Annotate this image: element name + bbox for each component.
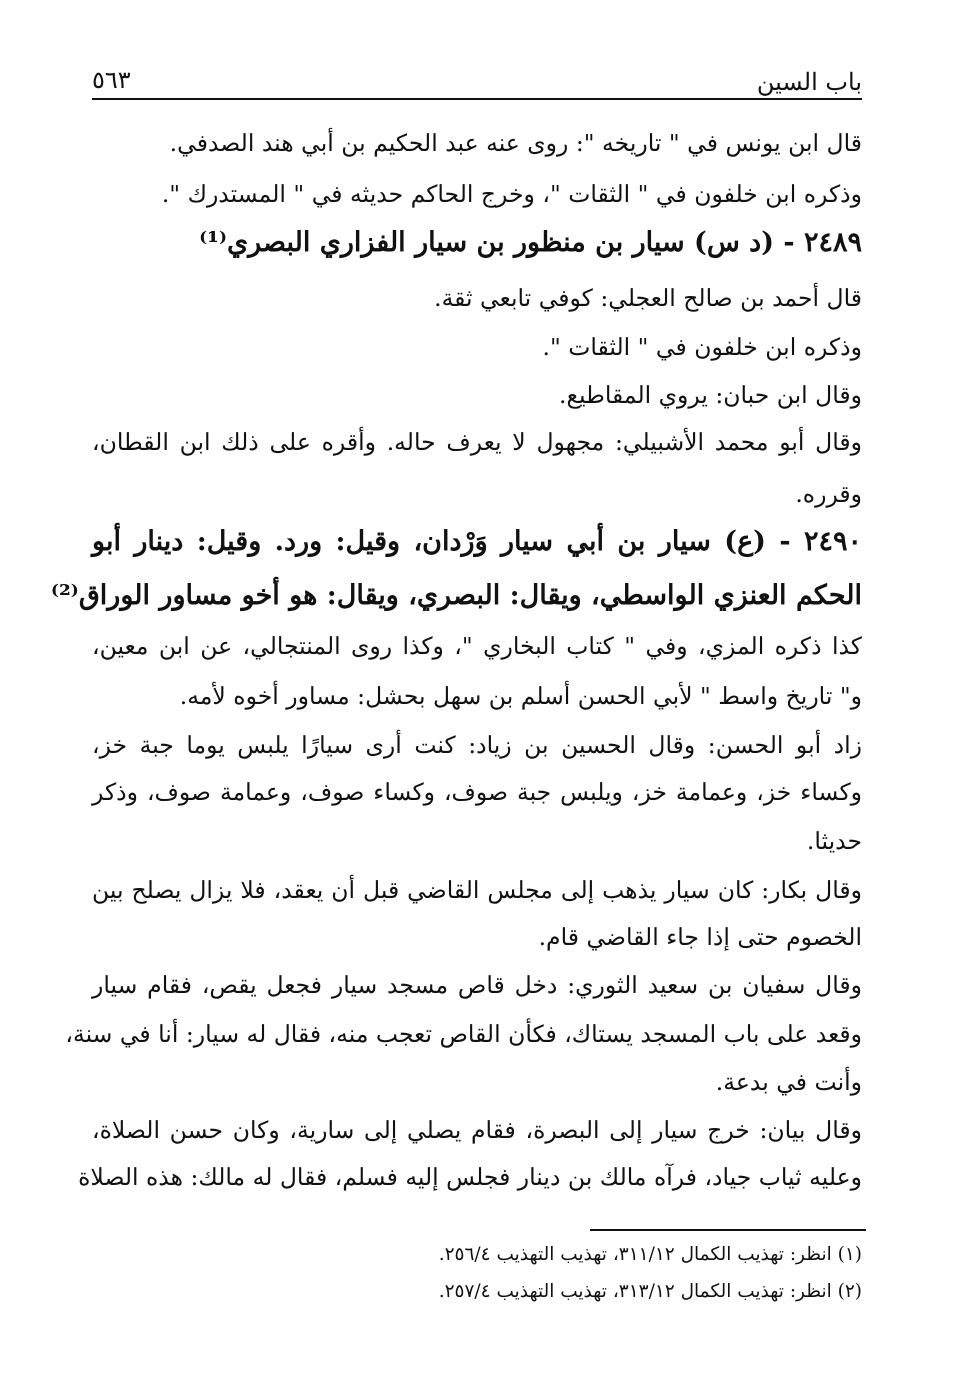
running-title: باب السين bbox=[756, 68, 862, 96]
text-line: وذكره ابن خلفون في " الثقات "، وخرج الحاكم حديثه في " المستدرك ". bbox=[161, 180, 862, 208]
text-line: وقال ابن حبان: يروي المقاطيع. bbox=[559, 381, 862, 409]
text-line: قال أحمد بن صالح العجلي: كوفي تابعي ثقة. bbox=[434, 284, 862, 312]
page-number: ٥٦٣ bbox=[92, 66, 131, 94]
text-line: وأنت في بدعة. bbox=[715, 1068, 862, 1096]
text-line: كذا ذكره المزي، وفي " كتاب البخاري "، وكذا روى المنتجالي، عن ابن معين، bbox=[92, 632, 862, 660]
entry-heading-2490: ٢٤٩٠ - (ع) سيار بن أبي سيار وَرْدان، وقيل: ورد. وقيل: دينار أبو bbox=[92, 526, 862, 557]
text-line: زاد أبو الحسن: وقال الحسين بن زياد: كنت أرى سيارًا يلبس يوما جبة خز، bbox=[92, 731, 862, 759]
text-line: وكساء خز، وعمامة خز، ويلبس جبة صوف، وكساء صوف، وعمامة صوف، وذكر bbox=[92, 778, 862, 806]
footnote-2: (٢) انظر: تهذيب الكمال ٣١٣/١٢، تهذيب التهذيب ٢٥٧/٤. bbox=[438, 1281, 862, 1302]
text-line: و" تاريخ واسط " لأبي الحسن أسلم بن سهل بحشل: مساور أخوه لأمه. bbox=[179, 682, 862, 710]
text-line: قال ابن يونس في " تاريخه ": روى عنه عبد الحكيم بن أبي هند الصدفي. bbox=[169, 129, 862, 157]
text-line: الخصوم حتى إذا جاء القاضي قام. bbox=[538, 923, 862, 951]
footnote-1: (١) انظر: تهذيب الكمال ٣١١/١٢، تهذيب التهذيب ٢٥٦/٤. bbox=[438, 1244, 862, 1265]
page-header bbox=[92, 62, 862, 100]
text-line: وعليه ثياب جياد، فرآه مالك بن دينار فجلس إليه فسلم، فقال له مالك: هذه الصلاة bbox=[78, 1163, 862, 1191]
text-line: وقرره. bbox=[795, 480, 862, 508]
footnote-divider bbox=[590, 1229, 866, 1231]
text-line: وذكره ابن خلفون في " الثقات ". bbox=[542, 333, 862, 361]
text-line: وقال سفيان بن سعيد الثوري: دخل قاص مسجد سيار فجعل يقص، فقام سيار bbox=[92, 971, 862, 999]
text-line: حديثا. bbox=[806, 827, 862, 855]
text-line: وقعد على باب المسجد يستاك، فكأن القاص تعجب منه، فقال له سيار: أنا في سنة، bbox=[65, 1020, 862, 1048]
entry-heading-2489: ٢٤٨٩ - (د س) سيار بن منظور بن سيار الفزاري البصري⁽¹⁾ bbox=[199, 227, 862, 258]
text-line: وقال بكار: كان سيار يذهب إلى مجلس القاضي قبل أن يعقد، فلا يزال يصلح بين bbox=[92, 876, 862, 904]
text-line: وقال بيان: خرج سيار إلى البصرة، فقام يصلي إلى سارية، وكان حسن الصلاة، bbox=[92, 1116, 862, 1144]
text-line: وقال أبو محمد الأشبيلي: مجهول لا يعرف حاله. وأقره على ذلك ابن القطان، bbox=[92, 428, 862, 456]
entry-heading-2490-cont: الحكم العنزي الواسطي، ويقال: البصري، ويقال: هو أخو مساور الوراق⁽²⁾ bbox=[50, 580, 862, 611]
